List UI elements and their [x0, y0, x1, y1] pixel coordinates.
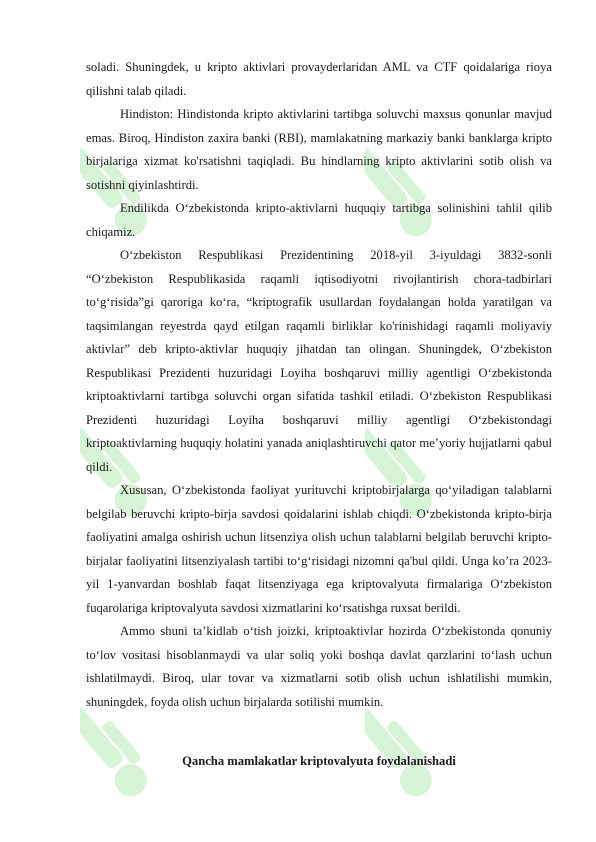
paragraph: Endilikda O‘zbekistonda kripto-aktivlarni huquqiy tartibga solinishini tahlil qilib chiqamiz. — [86, 201, 552, 239]
document-body — [86, 56, 552, 714]
paragraph: Hindiston: Hindistonda kripto aktivlarini tartibga soluvchi maxsus qonunlar mavjud emas. Biroq, Hindiston zaxira banki (RBI), mamlakatning markaziy banki banklarga kripto birjalariga xizmat ko'rsatishni taqiqladi. Bu hindlarning kripto aktivlarini sotib olish va sotishni qiyinlashtirdi. — [86, 107, 552, 192]
paragraph: Xususan, O‘zbekistonda faoliyat yurituvchi kriptobirjalarga qo‘yiladigan talablarni belgilab beruvchi kripto-birja savdosi qoidalarini ishlab chiqdi. O‘zbekistonda kripto-birja faoliyatini amalga oshirish uchun litsenziya olish uchun talablarni belgilab beruvchi kripto-birjalar faoliyatini litsenziyalash tartibi to‘g‘risidagi nizomni qa'bul qildi. Unga ko’ra 2023-yil 1-yanvardan boshlab faqat litsenziyaga ega kriptovalyuta firmalariga O‘zbekiston fuqarolariga kriptovalyuta savdosi xizmatlarini ko‘rsatishga ruxsat berildi. — [86, 483, 552, 615]
paragraph: Ammo shuni ta’kidlab o‘tish joizki, kriptoaktivlar hozirda O‘zbekistonda qonuniy to‘lov vositasi hisoblanmaydi va ular soliq yoki boshqa davlat qarzlarini to‘lash uchun ishlatilmaydi. Biroq, ular tovar va xizmatlarni sotib olish uchun ishlatilishi mumkin, shuningdek, foyda olish uchun birjalarda sotilishi mumkin. — [86, 624, 552, 709]
paragraph: soladi. Shuningdek, u kripto aktivlari provayderlaridan AML va CTF qoidalariga rioya qilishni talab qiladi. — [86, 60, 552, 98]
section-heading: Qancha mamlakatlar kriptovalyuta foydalanishadi — [182, 754, 456, 768]
paragraph: O‘zbekiston Respublikasi Prezidentining 2018-yil 3-iyuldagi 3832-sonli “O‘zbekiston Respublikasida raqamli iqtisodiyotni rivojlantirish chora-tadbirlari to‘g‘risida”gi qaroriga ko‘ra, “kriptografik usullardan foydalangan holda yaratilgan va taqsimlangan reyestrda qayd etilgan raqamli birliklar ko'rinishidagi raqamli moliyaviy aktivlar” deb kripto-aktivlar huquqiy jihatdan tan olingan. Shuningdek, O‘zbekiston Respublikasi Prezidenti huzuridagi Loyiha boshqaruvi milliy agentligi O‘zbekistonda kriptoaktivlarni tartibga soluvchi organ sifatida tashkil etiladi. O‘zbekiston Respublikasi Prezidenti huzuridagi Loyiha boshqaruvi milliy agentligi O‘zbekistondagi kriptoaktivlarning huquqiy holatini yanada aniqlashtiruvchi qator me’yoriy hujjatlarni qabul qildi. — [86, 248, 552, 474]
